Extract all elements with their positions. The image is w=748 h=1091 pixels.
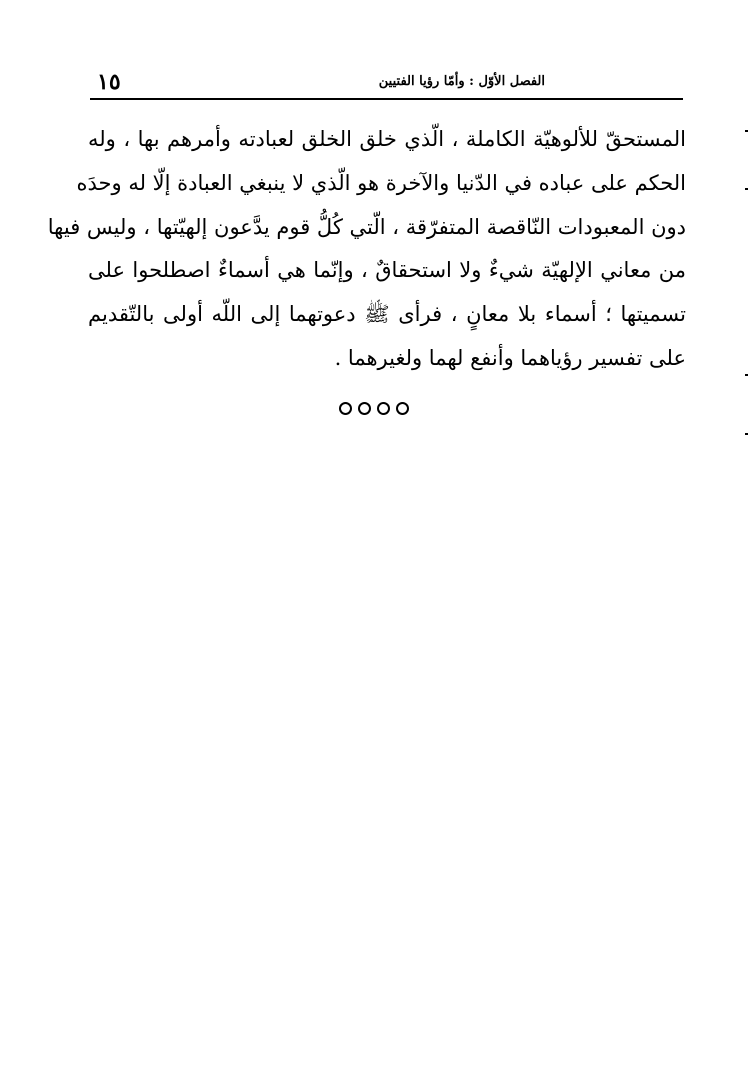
text-line: من معاني الإلهيّة شيءٌ ولا استحقاقٌ ، وإنّما هي أسماءٌ اصطلحوا على bbox=[88, 258, 686, 283]
text-line: على تفسير رؤياهما وأنفع لهما ولغيرهما . bbox=[334, 345, 686, 370]
ornament-circle bbox=[358, 402, 371, 415]
ornament-circle bbox=[396, 402, 409, 415]
body-text bbox=[47, 118, 686, 381]
page-header bbox=[90, 69, 683, 100]
text-line: تسميتها ؛ أسماء بلا معانٍ ، فرأى ﷺ دعوتهما إلى اللّه أولى بالتّقديم bbox=[88, 302, 686, 327]
text-line: دون المعبودات النّاقصة المتفرّقة ، الّتي كُلُّ قوم يدَّعون إلهيّتها ، وليس فيها bbox=[47, 214, 686, 239]
page-number: ١٥ bbox=[97, 69, 121, 95]
text-line: المستحقّ للألوهيّة الكاملة ، الّذي خلق الخلق لعبادته وأمرهم بها ، وله bbox=[88, 127, 686, 151]
ornament-circle bbox=[377, 402, 390, 415]
section-end-ornament bbox=[0, 400, 748, 419]
running-title: الفصل الأوّل : وأمّا رؤيا الفتيين bbox=[378, 74, 545, 89]
ornament-circle bbox=[339, 402, 352, 415]
text-line: الحكم على عباده في الدّنيا والآخرة هو الّذي لا ينبغي العبادة إلّا له وحدَه bbox=[76, 170, 686, 195]
